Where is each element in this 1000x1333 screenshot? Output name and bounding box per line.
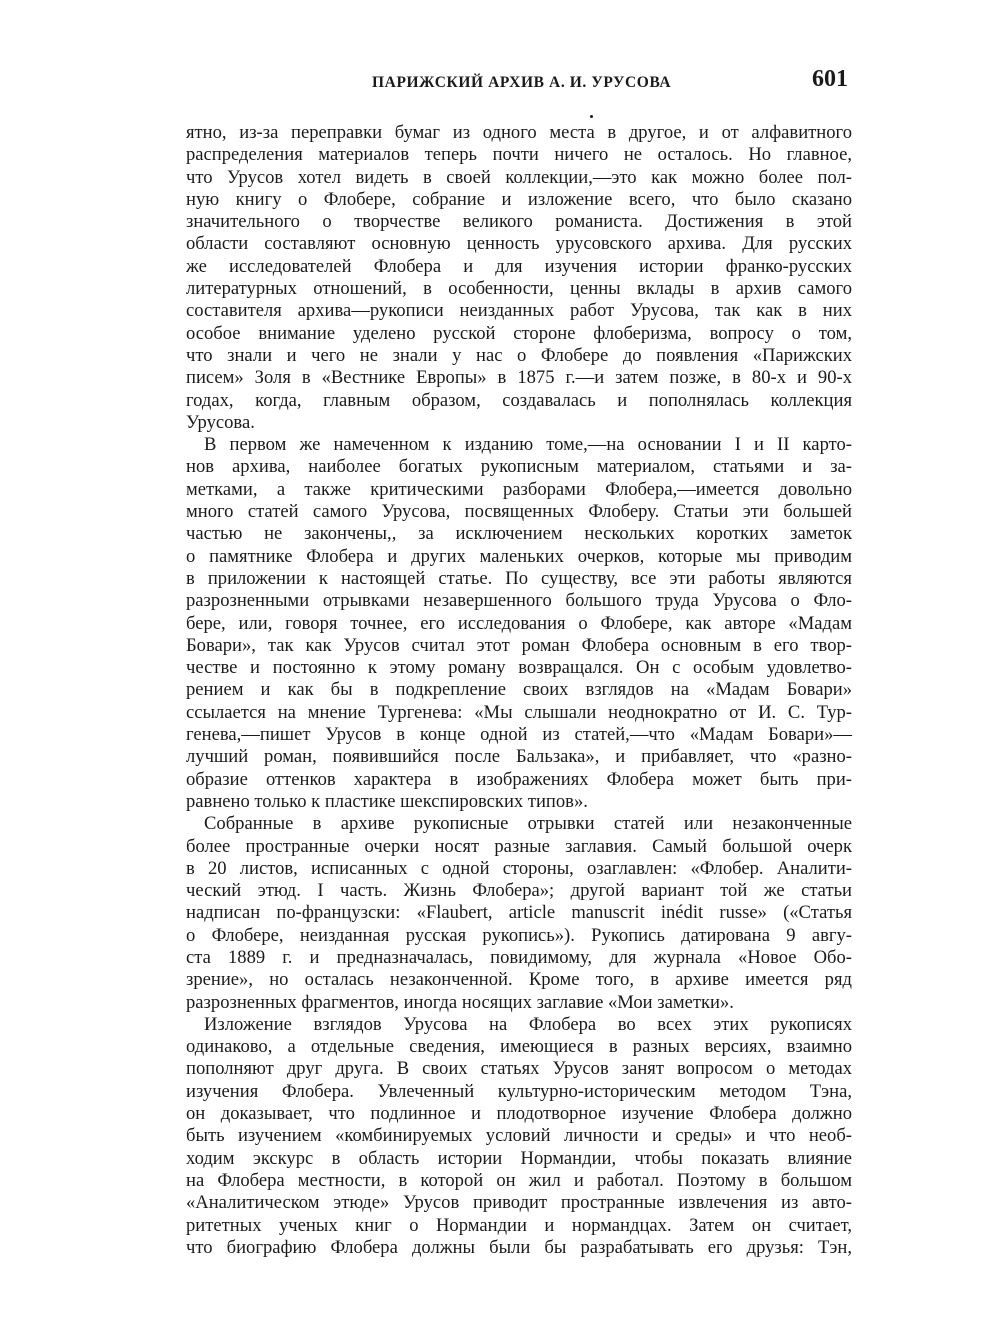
text-line: значительного о творчестве великого романиста. Достижения в этой: [186, 211, 852, 233]
paragraph-3: [186, 813, 852, 1014]
text-line: лучший роман, появившийся после Бальзака», и прибавляет, что «разно-: [186, 746, 852, 768]
text-line: он доказывает, что подлинное и плодотворное изучение Флобера должно: [186, 1103, 852, 1125]
text-line: Урусова.: [186, 411, 255, 433]
text-line: в приложении к настоящей статье. По существу, все эти работы являются: [186, 567, 852, 589]
text-line: распределения материалов теперь почти ничего не осталось. Но главное,: [186, 144, 852, 166]
text-line: зрение», но осталась незаконченной. Кроме того, в архиве имеется ряд: [186, 969, 852, 991]
text-line: образие оттенков характера в изображениях Флобера может быть при-: [186, 768, 852, 790]
text-line: что биографию Флобера должны были бы разрабатывать его друзья: Тэн,: [186, 1236, 852, 1258]
page-number: 601: [812, 66, 848, 92]
text-line: особое внимание уделено русской стороне флоберизма, вопросу о том,: [186, 322, 852, 344]
text-line: рением и как бы в подкрепление своих взглядов на «Мадам Бовари»: [186, 679, 852, 701]
text-line: ходим экскурс в область истории Нормандии, чтобы показать влияние: [186, 1147, 852, 1169]
text-line: же исследователей Флобера и для изучения истории франко-русских: [186, 255, 852, 277]
text-line: Собранные в архиве рукописные отрывки статей или незаконченные: [204, 813, 852, 835]
text-line: пополняют друг друга. В своих статьях Урусов занят вопросом о методах: [186, 1058, 852, 1080]
body-text: [186, 122, 852, 1259]
text-line: в 20 листов, исписанных с одной стороны, озаглавлен: «Флобер. Аналити-: [186, 857, 852, 879]
text-line: «Аналитическом этюде» Урусов приводит пространные извлечения из авто-: [186, 1192, 852, 1214]
paragraph-4: [186, 1014, 852, 1259]
text-line: области составляют основную ценность урусовского архива. Для русских: [186, 233, 852, 255]
text-line: ятно, из-за переправки бумаг из одного места в другое, и от алфавитного: [186, 122, 852, 143]
text-line: о Флобере, неизданная русская рукопись»). Рукопись датирована 9 авгу-: [186, 924, 852, 946]
text-line: разрозненных фрагментов, иногда носящих заглавие «Мои заметки».: [186, 991, 734, 1013]
text-line: много статей самого Урусова, посвященных Флоберу. Статьи эти большей: [186, 501, 852, 523]
text-line: ритетных ученых книг о Нормандии и нормандцах. Затем он считает,: [186, 1214, 852, 1236]
text-line: Бовари», так как Урусов считал этот роман Флобера основным в его твор-: [186, 634, 852, 656]
text-line: годах, когда, главным образом, создавалась и пополнялась коллекция: [186, 389, 852, 411]
text-line: частью не закончены,, за исключением нескольких коротких заметок: [186, 523, 852, 545]
text-line: одинаково, а отдельные сведения, имеющиеся в разных версиях, взаимно: [186, 1036, 852, 1058]
text-line: литературных отношений, в особенности, ценны вклады в архив самого: [186, 278, 852, 300]
paragraph-2: [186, 434, 852, 813]
text-line: В первом же намеченном к изданию томе,—на основании I и II карто-: [204, 434, 852, 456]
text-line: составителя архива—рукописи неизданных работ Урусова, так как в них: [186, 300, 852, 322]
text-line: ссылается на мнение Тургенева: «Мы слышали неоднократно от И. С. Тур-: [186, 701, 852, 723]
running-head: ПАРИЖСКИЙ АРХИВ А. И. УРУСОВА: [372, 74, 672, 91]
text-line: быть изучением «комбинируемых условий личности и среды» и что необ-: [186, 1125, 852, 1147]
text-line: ческий этюд. I часть. Жизнь Флобера»; другой вариант той же статьи: [186, 880, 852, 902]
print-speck: [590, 115, 593, 118]
text-line: разрозненными отрывками незавершенного большого труда Урусова о Фло-: [186, 590, 852, 612]
text-line: метками, а также критическими разборами Флобера,—имеется довольно: [186, 478, 852, 500]
text-line: о памятнике Флобера и других маленьких очерков, которые мы приводим: [186, 545, 852, 567]
text-line: ную книгу о Флобере, собрание и изложение всего, что было сказано: [186, 188, 852, 210]
text-line: нов архива, наиболее богатых рукописным материалом, статьями и за-: [186, 456, 852, 478]
text-line: что знали и чего не знали у нас о Флобере до появления «Парижских: [186, 344, 852, 366]
text-line: надписан по-французски: «Flaubert, article manuscrit inédit russe» («Статья: [186, 902, 852, 924]
text-line: ста 1889 г. и предназначалась, повидимому, для журнала «Новое Обо-: [186, 946, 852, 968]
text-line: бере, или, говоря точнее, его исследования о Флобере, как авторе «Мадам: [186, 612, 852, 634]
text-line: писем» Золя в «Вестнике Европы» в 1875 г.—и затем позже, в 80-х и 90-х: [186, 367, 852, 389]
text-line: более пространные очерки носят разные заглавия. Самый большой очерк: [186, 835, 852, 857]
paragraph-1: [186, 122, 852, 434]
text-line: на Флобера местности, в которой он жил и работал. Поэтому в большом: [186, 1169, 852, 1191]
text-line: генева,—пишет Урусов в конце одной из статей,—что «Мадам Бовари»—: [186, 724, 852, 746]
text-line: равнено только к пластике шекспировских типов».: [186, 790, 588, 812]
text-line: честве и постоянно к этому роману возвращался. Он с особым удовлетво-: [186, 657, 852, 679]
text-line: что Урусов хотел видеть в своей коллекции,—это как можно более пол-: [186, 166, 852, 188]
text-line: изучения Флобера. Увлеченный культурно-историческим методом Тэна,: [186, 1080, 852, 1102]
text-line: Изложение взглядов Урусова на Флобера во всех этих рукописях: [204, 1013, 852, 1035]
